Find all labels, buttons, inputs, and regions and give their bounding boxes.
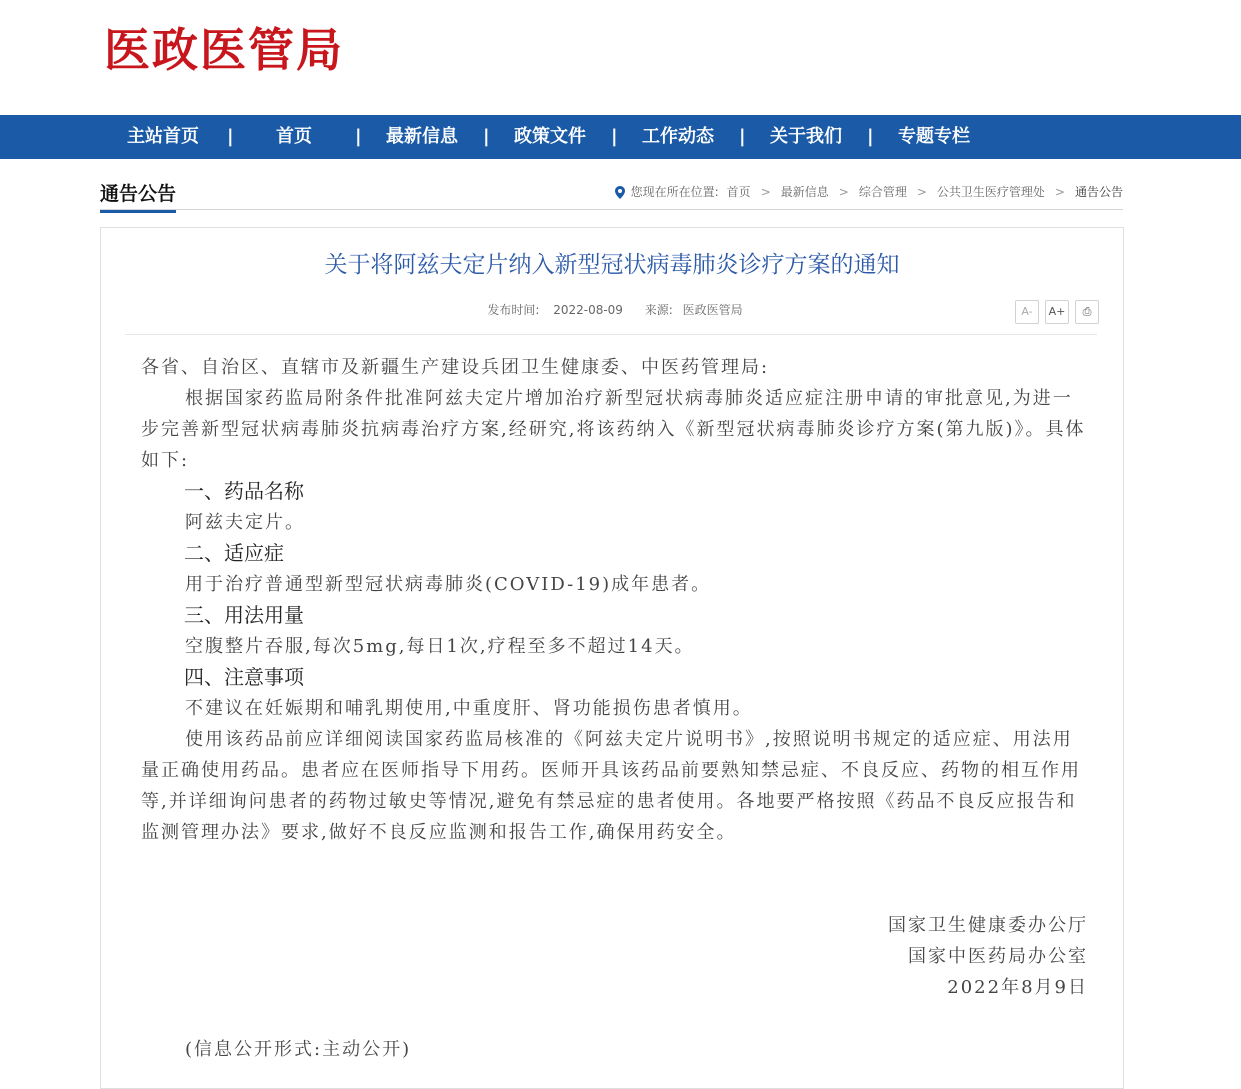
breadcrumb — [615, 184, 1123, 200]
nav-separator: | — [483, 126, 490, 147]
breadcrumb-current[interactable]: 通告公告 — [1074, 185, 1123, 199]
breadcrumb-general[interactable]: 综合管理 — [858, 185, 907, 199]
breadcrumb-home[interactable]: 首页 — [726, 185, 751, 199]
section-heading: 三、用法用量 — [184, 603, 304, 627]
nav-item-main-home[interactable]: 主站首页 — [127, 126, 199, 147]
article-tools — [1015, 300, 1099, 324]
nav-item-topics[interactable]: 专题专栏 — [898, 126, 970, 147]
breadcrumb-latest[interactable]: 最新信息 — [780, 185, 829, 199]
source-value: 医政医管局 — [682, 303, 743, 317]
location-pin-icon — [615, 186, 625, 199]
main-nav — [0, 115, 1241, 159]
section-text: 空腹整片吞服,每次5mg,每日1次,疗程至多不超过14天。 — [185, 636, 695, 657]
breadcrumb-prefix: 您现在所在位置: — [630, 185, 719, 199]
article-body — [141, 352, 1088, 1065]
breadcrumb-separator: > — [916, 185, 927, 199]
source-label: 来源: — [644, 303, 673, 317]
nav-item-about[interactable]: 关于我们 — [770, 126, 842, 147]
disclosure-note: (信息公开形式:主动公开) — [185, 1039, 412, 1060]
closing-paragraph: 使用该药品前应详细阅读国家药监局核准的《阿兹夫定片说明书》,按照说明书规定的适应症、用法用量正确使用药品。患者应在医师指导下用药。医师开具该药品前要熟知禁忌症、不良反应、药物的相互作用等,并详细询问患者的药物过敏史等情况,避免有禁忌症的患者使用。各地要严格按照《药品不良反应报告和监测管理办法》要求,做好不良反应监测和报告工作,确保用药安全。 — [141, 729, 1081, 843]
section-text: 不建议在妊娠期和哺乳期使用,中重度肝、肾功能损伤患者慎用。 — [185, 698, 753, 719]
nav-item-home[interactable]: 首页 — [276, 126, 312, 147]
breadcrumb-separator: > — [838, 185, 849, 199]
article-panel — [100, 227, 1124, 1089]
font-larger-button[interactable]: A+ — [1045, 300, 1069, 324]
section-divider — [100, 209, 1123, 210]
article-title: 关于将阿兹夫定片纳入新型冠状病毒肺炎诊疗方案的通知 — [324, 252, 900, 278]
breadcrumb-separator: > — [760, 185, 771, 199]
spacer — [141, 848, 1088, 910]
nav-separator: | — [739, 126, 746, 147]
nav-item-policy[interactable]: 政策文件 — [514, 126, 586, 147]
font-smaller-button[interactable]: A- — [1015, 300, 1039, 324]
publish-date: 2022-08-09 — [553, 303, 623, 317]
intro-paragraph: 根据国家药监局附条件批准阿兹夫定片增加治疗新型冠状病毒肺炎适应症注册申请的审批意见,为进一步完善新型冠状病毒肺炎抗病毒治疗方案,经研究,将该药纳入《新型冠状病毒肺炎诊疗方案(第九版)》。具体如下: — [141, 388, 1086, 471]
section-heading: 一、药品名称 — [184, 479, 304, 503]
signature-line: 国家中医药局办公室 — [908, 946, 1088, 967]
breadcrumb-separator: > — [1054, 185, 1065, 199]
nav-separator: | — [355, 126, 362, 147]
signature-line: 国家卫生健康委办公厅 — [888, 915, 1088, 936]
nav-separator: | — [611, 126, 618, 147]
nav-separator: | — [227, 126, 234, 147]
breadcrumb-public-health[interactable]: 公共卫生医疗管理处 — [936, 185, 1045, 199]
signature-date: 2022年8月9日 — [947, 977, 1088, 998]
nav-item-work-news[interactable]: 工作动态 — [642, 126, 714, 147]
spacer — [141, 1003, 1088, 1034]
nav-item-latest[interactable]: 最新信息 — [386, 126, 458, 147]
publish-label: 发布时间: — [487, 303, 540, 317]
nav-separator: | — [867, 126, 874, 147]
article-meta — [101, 301, 1123, 318]
section-title: 通告公告 — [100, 182, 176, 213]
print-button[interactable] — [1075, 300, 1099, 324]
salutation: 各省、自治区、直辖市及新疆生产建设兵团卫生健康委、中医药管理局: — [141, 357, 770, 378]
meta-divider — [125, 334, 1097, 335]
print-icon: ⎙ — [1082, 305, 1092, 318]
site-logo[interactable]: 医政医管局 — [104, 23, 344, 77]
section-heading: 二、适应症 — [184, 541, 284, 565]
section-heading: 四、注意事项 — [184, 665, 304, 689]
section-text: 用于治疗普通型新型冠状病毒肺炎(COVID-19)成年患者。 — [185, 574, 712, 595]
section-text: 阿兹夫定片。 — [185, 512, 305, 533]
